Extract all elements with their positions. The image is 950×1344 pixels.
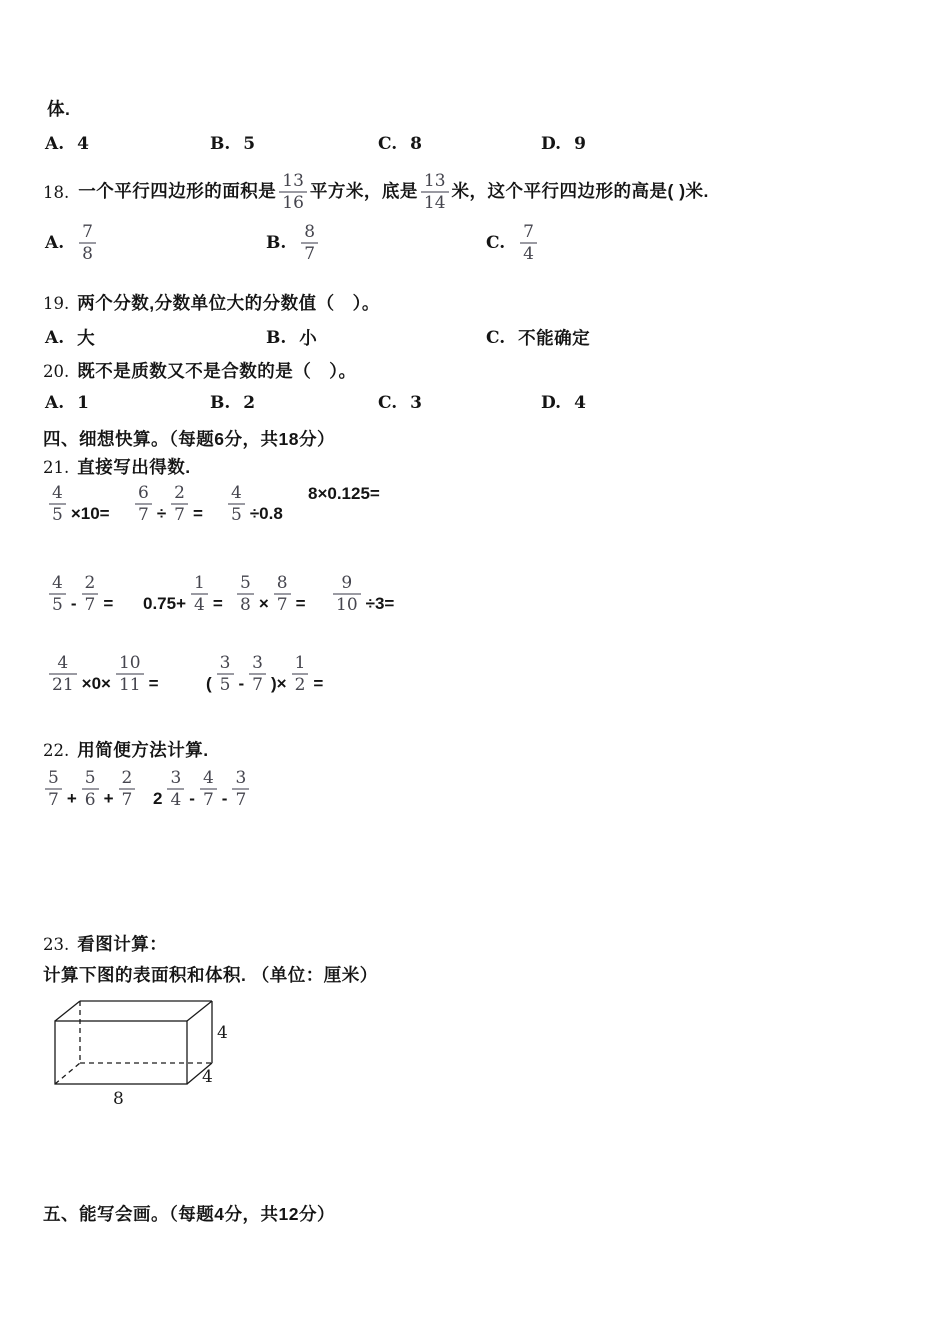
option-value: 2 bbox=[243, 393, 256, 413]
fraction: $\frac{8}{7}$ bbox=[274, 573, 291, 615]
question-23-subtext: 计算下图的表面积和体积. （单位：厘米） bbox=[43, 965, 378, 985]
math-text: )× bbox=[271, 674, 287, 694]
math-text: ÷0.8 bbox=[249, 504, 283, 524]
expression bbox=[235, 573, 309, 615]
question-21-text: 直接写出得数. bbox=[77, 457, 191, 477]
fraction: $\frac{3}{7}$ bbox=[249, 653, 266, 695]
fraction: $\frac{7}{4}$ bbox=[520, 222, 537, 264]
fraction: $\frac{13}{14}$ bbox=[421, 171, 449, 213]
fraction: $\frac{8}{7}$ bbox=[301, 222, 318, 264]
fraction: $\frac{5}{6}$ bbox=[82, 768, 99, 810]
option-letter: A. bbox=[45, 327, 65, 348]
option-fraction bbox=[299, 222, 320, 264]
options-row-q17 bbox=[0, 134, 950, 164]
option-c bbox=[486, 222, 539, 264]
option-value: 1 bbox=[77, 393, 89, 413]
cuboid-length-label: 8 bbox=[113, 1089, 124, 1109]
question-18 bbox=[43, 167, 710, 217]
question-20-text: 既不是质数又不是合数的是（ ）。 bbox=[77, 361, 357, 381]
math-text: 8×0.125= bbox=[308, 484, 380, 503]
option-letter: A. bbox=[45, 134, 65, 154]
option-a bbox=[45, 325, 95, 350]
fraction: $\frac{13}{16}$ bbox=[279, 171, 307, 213]
question-20 bbox=[43, 358, 357, 383]
q21-row-1 bbox=[0, 483, 950, 537]
fraction: $\frac{3}{5}$ bbox=[217, 653, 234, 695]
option-value: 4 bbox=[77, 134, 89, 154]
cuboid-edge bbox=[187, 1001, 212, 1021]
fraction: $\frac{1}{2}$ bbox=[292, 653, 309, 695]
option-letter: D. bbox=[541, 393, 562, 413]
math-text: ×0× bbox=[81, 674, 111, 694]
option-value: 8 bbox=[410, 134, 422, 154]
math-text: = bbox=[313, 674, 324, 694]
math-text: ( bbox=[206, 674, 212, 694]
option-a bbox=[45, 222, 98, 264]
math-text: ÷ bbox=[156, 504, 167, 524]
fraction: $\frac{2}{7}$ bbox=[171, 483, 188, 525]
option-letter: B. bbox=[266, 327, 287, 348]
question-19-text: 两个分数,分数单位大的分数值（ ）。 bbox=[77, 293, 380, 313]
expression bbox=[331, 573, 397, 615]
math-text: × bbox=[258, 594, 269, 614]
option-letter: D. bbox=[541, 134, 562, 154]
math-text: + bbox=[103, 789, 114, 809]
option-letter: A. bbox=[45, 232, 65, 253]
expression bbox=[133, 483, 206, 525]
cuboid-hidden-edge bbox=[55, 1063, 80, 1084]
option-letter: C. bbox=[486, 327, 506, 348]
fraction: $\frac{6}{7}$ bbox=[135, 483, 152, 525]
q21-row-3 bbox=[0, 653, 950, 707]
option-letter: B. bbox=[266, 232, 287, 253]
q22-row bbox=[0, 768, 950, 822]
fraction: $\frac{9}{10}$ bbox=[333, 573, 361, 615]
option-letter: C. bbox=[378, 393, 398, 413]
section-4-title: 四、细想快算。（每题6分，共18分） bbox=[43, 429, 335, 449]
question-tail-text: 体. bbox=[47, 99, 71, 119]
option-value: 大 bbox=[77, 328, 96, 348]
fraction: $\frac{2}{7}$ bbox=[82, 573, 99, 615]
options-row-q18 bbox=[0, 222, 950, 272]
option-letter: C. bbox=[378, 134, 398, 154]
option-value: 不能确定 bbox=[518, 328, 591, 348]
fraction: $\frac{3}{7}$ bbox=[232, 768, 249, 810]
expression bbox=[43, 768, 137, 810]
question-number: 23. bbox=[43, 935, 70, 954]
option-value: 3 bbox=[410, 393, 422, 413]
fraction: $\frac{10}{11}$ bbox=[116, 653, 144, 695]
fraction: $\frac{4}{5}$ bbox=[49, 573, 66, 615]
option-d bbox=[541, 393, 586, 413]
question-22-text: 用简便方法计算. bbox=[77, 740, 209, 760]
options-row-q20 bbox=[0, 393, 950, 423]
option-letter: C. bbox=[486, 232, 506, 253]
option-fraction bbox=[518, 222, 539, 264]
fraction: $\frac{4}{5}$ bbox=[49, 483, 66, 525]
question-18-text bbox=[77, 171, 710, 213]
option-b bbox=[210, 134, 255, 154]
option-a bbox=[45, 134, 89, 154]
cuboid-height-label: 4 bbox=[217, 1023, 228, 1043]
question-23-text: 看图计算： bbox=[77, 934, 168, 954]
option-value: 小 bbox=[299, 328, 318, 348]
math-text: + bbox=[66, 789, 77, 809]
math-text: 0.75+ bbox=[143, 594, 187, 614]
cuboid-front-face bbox=[55, 1021, 187, 1084]
option-b bbox=[266, 325, 317, 350]
expression bbox=[226, 483, 286, 525]
option-b bbox=[210, 393, 255, 413]
math-text: - bbox=[70, 594, 77, 614]
math-text: 米，这个平行四边形的高是( )米. bbox=[451, 181, 709, 202]
expression bbox=[47, 483, 113, 525]
cuboid-figure bbox=[45, 996, 245, 1121]
option-b bbox=[266, 222, 320, 264]
math-text: = bbox=[193, 504, 203, 524]
option-value: 4 bbox=[574, 393, 586, 413]
expression bbox=[203, 653, 326, 695]
fraction: $\frac{1}{4}$ bbox=[191, 573, 208, 615]
option-value: 5 bbox=[243, 134, 256, 154]
option-letter: A. bbox=[45, 393, 65, 413]
option-letter: B. bbox=[210, 393, 231, 413]
cuboid-edge bbox=[55, 1001, 80, 1021]
q21-row-2 bbox=[0, 573, 950, 627]
options-row-q19 bbox=[0, 325, 950, 355]
cuboid-depth-label: 4 bbox=[202, 1067, 213, 1087]
fraction: $\frac{7}{8}$ bbox=[79, 222, 96, 264]
question-number: 22. bbox=[43, 741, 70, 760]
question-21 bbox=[43, 454, 191, 479]
section-5-title: 五、能写会画。（每题4分，共12分） bbox=[43, 1204, 335, 1224]
fraction: $\frac{4}{7}$ bbox=[200, 768, 217, 810]
expression bbox=[47, 573, 116, 615]
math-text: 平方米，底是 bbox=[309, 181, 418, 202]
option-d bbox=[541, 134, 586, 154]
fraction: $\frac{5}{7}$ bbox=[45, 768, 62, 810]
question-23 bbox=[43, 931, 167, 956]
math-text: ÷3= bbox=[365, 594, 395, 614]
math-text: = bbox=[103, 594, 114, 614]
expression bbox=[47, 653, 162, 695]
option-value: 9 bbox=[574, 134, 586, 154]
math-text: - bbox=[189, 789, 195, 809]
question-19 bbox=[43, 290, 380, 315]
math-text: = bbox=[295, 594, 306, 614]
fraction: $\frac{5}{8}$ bbox=[237, 573, 254, 615]
option-letter: B. bbox=[210, 134, 231, 154]
fraction: $\frac{4}{21}$ bbox=[49, 653, 77, 695]
math-text: - bbox=[238, 674, 245, 694]
question-number: 21. bbox=[43, 458, 70, 477]
expression bbox=[140, 573, 226, 615]
math-text: 2 bbox=[153, 789, 163, 809]
expression bbox=[305, 483, 383, 504]
math-text: - bbox=[221, 789, 228, 809]
option-c bbox=[378, 393, 422, 413]
math-text: 一个平行四边形的面积是 bbox=[78, 181, 277, 202]
expression bbox=[150, 768, 251, 810]
fraction: $\frac{4}{5}$ bbox=[228, 483, 245, 525]
fraction: $\frac{2}{7}$ bbox=[119, 768, 136, 810]
question-number: 19. bbox=[43, 294, 70, 313]
question-number: 20. bbox=[43, 362, 70, 381]
question-number: 18. bbox=[43, 182, 70, 202]
option-fraction bbox=[77, 222, 98, 264]
fraction: $\frac{3}{4}$ bbox=[167, 768, 184, 810]
math-text: = bbox=[148, 674, 159, 694]
option-c bbox=[486, 325, 590, 350]
option-a bbox=[45, 393, 89, 413]
math-text: = bbox=[212, 594, 223, 614]
question-22 bbox=[43, 737, 209, 762]
option-c bbox=[378, 134, 422, 154]
math-text: ×10= bbox=[70, 504, 110, 524]
